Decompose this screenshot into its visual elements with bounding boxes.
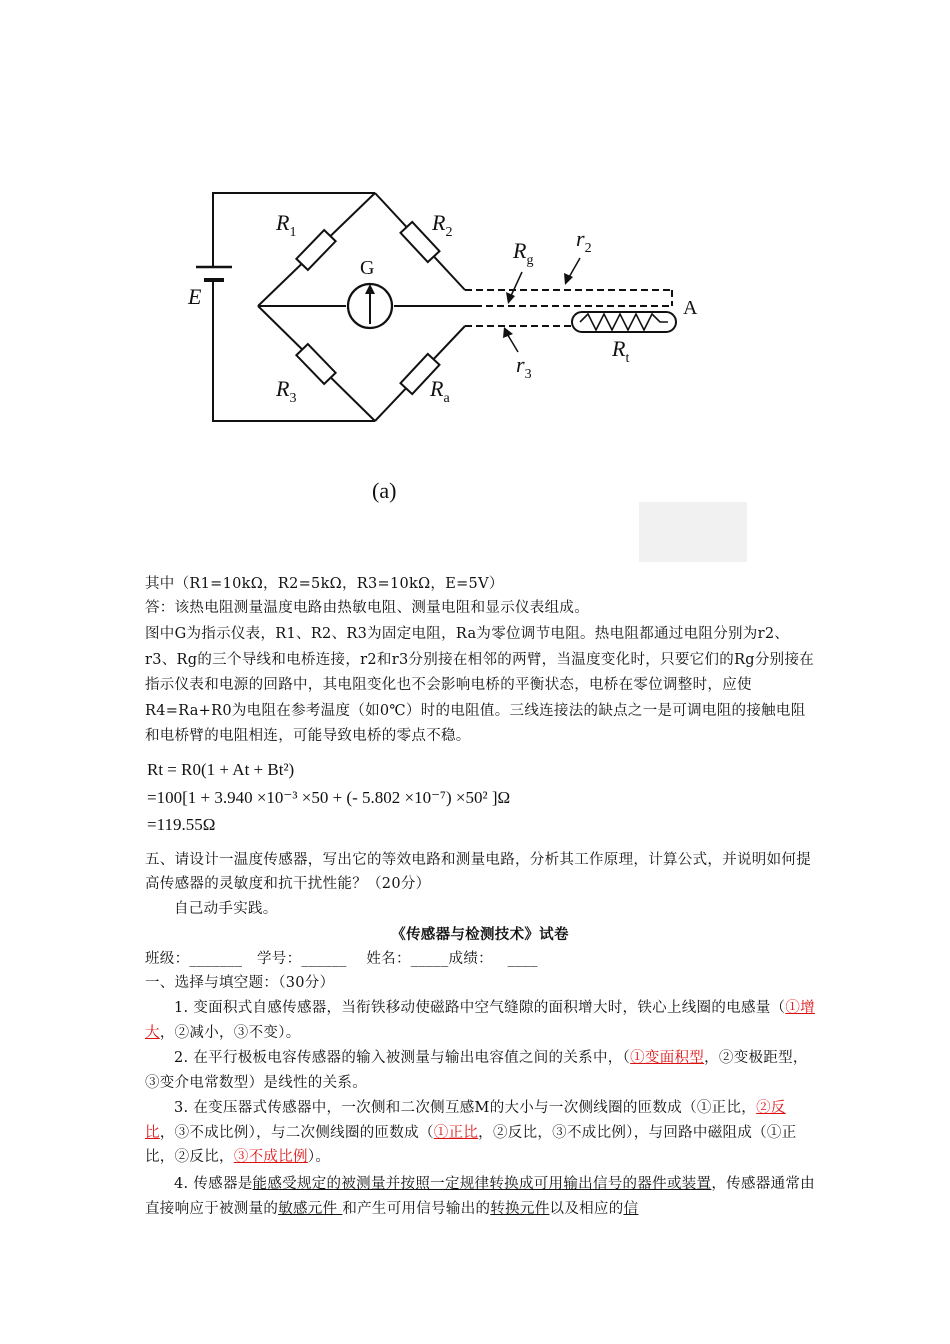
section-1-heading: 一、选择与填空题：（30分） xyxy=(145,975,335,991)
equation-2: =100[1 + 3.940 ×10⁻³ ×50 + (- 5.802 ×10⁻⁷) ×50² ]Ω xyxy=(147,788,511,807)
score-label: 成绩： xyxy=(448,951,493,967)
name-label: 姓名： xyxy=(366,951,411,967)
label-ra: $R_a$ xyxy=(430,376,450,406)
label-r3: $R_3$ xyxy=(276,376,297,406)
question-5-answer: 自己动手实践。 xyxy=(174,901,278,917)
q2-answer: ①变面积型 xyxy=(630,1050,705,1066)
q3-answer-1: ②反比 xyxy=(145,1100,786,1141)
question-2: 2. 在平行极板电容传感器的输入被测量与输出电容值之间的关系中，（①变面积型，②变极距型，③变介电常数型）是线性的关系。 xyxy=(145,1050,808,1091)
label-r2-lead: $r_2$ xyxy=(576,226,592,256)
q4-answer-1: 能感受规定的被测量并按照一定规律转换成可用输出信号的器件或装置 xyxy=(252,1176,712,1192)
id-label: 学号： xyxy=(257,951,302,967)
resistor-r1 xyxy=(296,230,335,270)
label-rg: $R_g$ xyxy=(513,238,534,268)
answer-line: 答：该热电阻测量温度电路由热敏电阻、测量电阻和显示仪表组成。 xyxy=(145,600,589,616)
label-e: E xyxy=(188,284,202,309)
label-g: G xyxy=(360,257,375,279)
question-4: 4. 传感器是能感受规定的被测量并按照一定规律转换成可用输出信号的器件或装置，传感器通常由直接响应于被测量的敏感元件 和产生可用信号输出的转换元件以及相应的信 xyxy=(145,1176,815,1217)
equation-1: Rt = R0(1 + At + Bt²) xyxy=(147,760,295,779)
label-r1: $R_1$ xyxy=(276,210,297,240)
question-3: 3. 在变压器式传感器中，一次侧和二次侧互感M的大小与一次侧线圈的匝数成（①正比，②反比，③不成比例），与二次侧线圈的匝数成（①正比，②反比，③不成比例），与回路中磁阻成（①正比，②反比，③不成比例）。 xyxy=(145,1100,797,1165)
equation-3: =119.55Ω xyxy=(147,815,216,834)
answer-paragraph: 图中G为指示仪表，R1、R2、R3为固定电阻，Ra为零位调节电阻。热电阻都通过电阻分别为r2、r3、Rg的三个导线和电桥连接，r2和r3分别接在相邻的两臂，当温度变化时，只要它们的Rg分别接在指示仪表和电源的回路中，其电阻变化也不会影响电桥的平衡状态，电桥在零位调整时，应使R4=Ra+R0为电阻在参考温度（如0℃）时的电阻值。三线连接法的缺点之一是可调电阻的接触电阻和电桥臂的电阻相连，可能导致电桥的零点不稳。 xyxy=(145,626,815,744)
score-blank[interactable]: ____ xyxy=(507,951,538,967)
name-blank[interactable]: _____ xyxy=(410,951,449,967)
q3-answer-2: ①正比 xyxy=(433,1124,479,1141)
id-blank[interactable]: ______ xyxy=(301,951,347,967)
params-line: 其中（R1=10kΩ，R2=5kΩ，R3=10kΩ，E=5V） xyxy=(145,576,504,592)
question-5: 五、请设计一温度传感器，写出它的等效电路和测量电路，分析其工作原理，计算公式，并说明如何提高传感器的灵敏度和抗干扰性能？（20分） xyxy=(145,852,811,892)
label-r3-lead: $r_3$ xyxy=(516,352,532,382)
q3-answer-3: ③不成比例 xyxy=(233,1149,308,1165)
q4-answer-3: 转换元件 xyxy=(490,1200,550,1217)
q1-answer: ①增大 xyxy=(145,1000,815,1041)
rg-pointer xyxy=(510,272,522,298)
q4-answer-4: 信 xyxy=(623,1200,639,1217)
bridge-circuit-diagram xyxy=(180,180,740,510)
label-a: A xyxy=(683,297,698,319)
class-blank[interactable]: _______ xyxy=(189,951,243,967)
exam-info-line xyxy=(145,948,815,970)
exam-title: 《传感器与检测技术》试卷 xyxy=(391,926,569,943)
figure-caption: (a) xyxy=(372,478,397,503)
label-rt: $R_t$ xyxy=(612,336,630,366)
gray-placeholder-box xyxy=(639,502,747,562)
class-label: 班级： xyxy=(145,951,190,967)
q4-answer-2: 敏感元件 xyxy=(278,1200,343,1217)
label-r2: $R_2$ xyxy=(432,210,453,240)
resistor-r3 xyxy=(296,344,335,384)
question-1: 1. 变面积式自感传感器，当衔铁移动使磁路中空气缝隙的面积增大时，铁心上线圈的电感量（①增大，②减小，③不变）。 xyxy=(145,1000,815,1041)
